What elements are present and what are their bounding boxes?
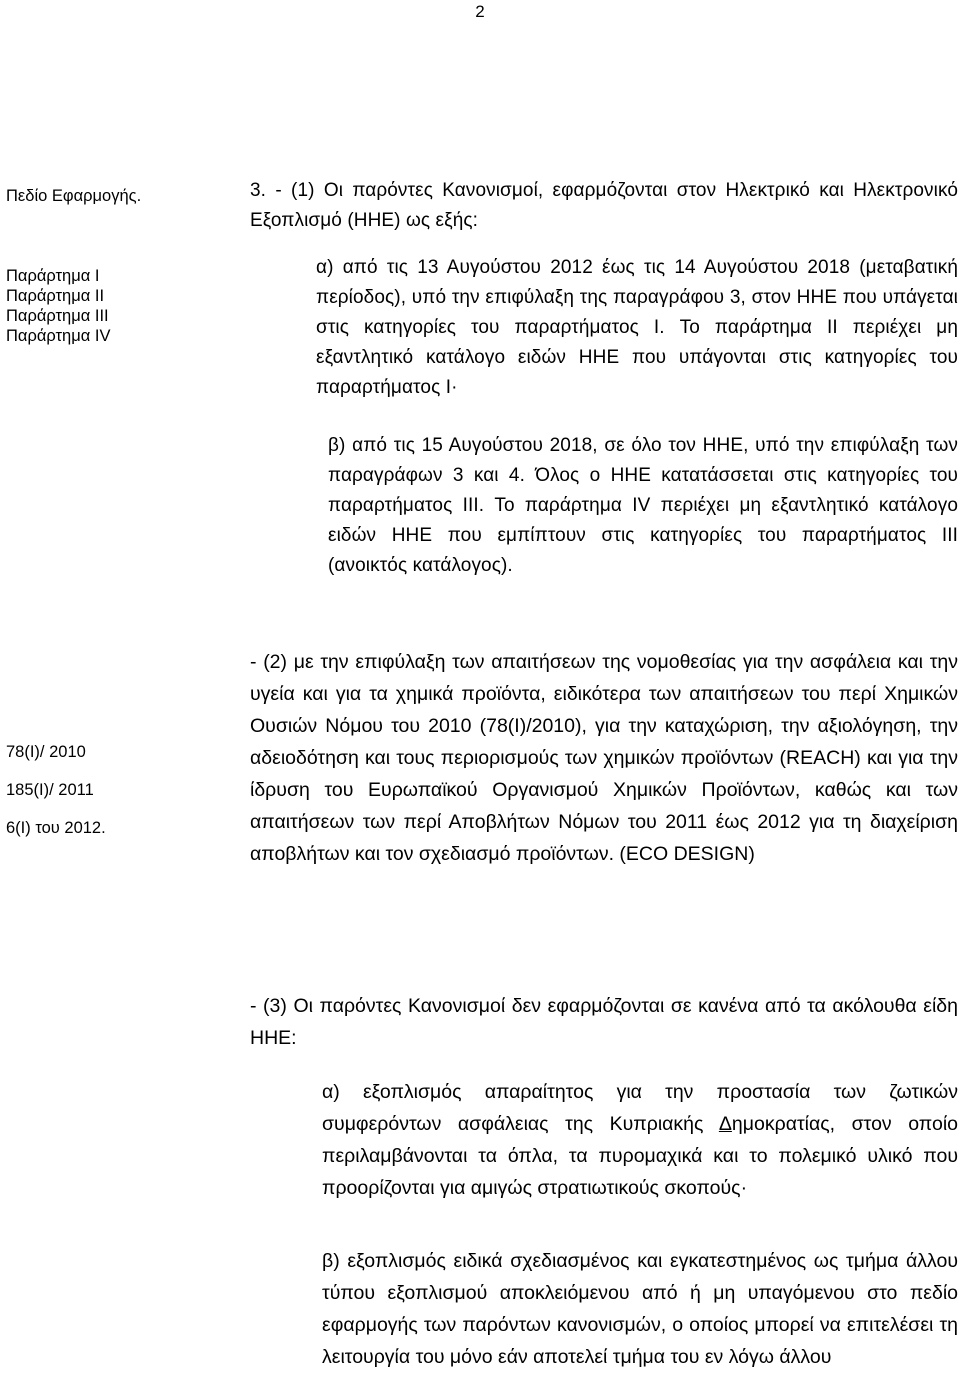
item-a-paragraph: α) από τις 13 Αυγούστου 2012 έως τις 14 Αυγούστου 2018 (μεταβατική περίοδος), υπό την επιφύλαξη της παραγράφου 3, στον ΗΗΕ που υπάγεται στις κατηγορίες του παραρτήματος I. Το παράρτημα II περιέχει μη εξαντλητικό κατάλογο ειδών ΗΗΕ που υπάγονται στις κατηγορίες του παραρτήματος I·: [316, 257, 958, 398]
exclusion-a-paragraph: [322, 1076, 958, 1204]
exclusion-b-paragraph: β) εξοπλισμός ειδικά σχεδιασμένος και εγκατεστημένος ως τμήμα άλλου τύπου εξοπλισμού αποκλειόμενου από ή μη υπαγόμενου στο πεδίο εφαρμογής των παρόντων κανονισμών, ο οποίος μπορεί να επιτελέσει τη λειτουργία του μόνο εάν αποτελεί τμήμα του εν λόγω άλλου: [322, 1250, 958, 1368]
margin-annex-3: Παράρτημα III: [6, 307, 109, 325]
margin-annex-4: Παράρτημα IV: [6, 327, 111, 345]
margin-note-annexes: [6, 266, 110, 346]
section-2-paragraph: - (2) με την επιφύλαξη των απαιτήσεων της νομοθεσίας για την ασφάλεια και την υγεία και για τα χημικά προϊόντα, ειδικότερα των απαιτήσεων του περί Χημικών Ουσιών Νόμου του 2010 (78(I)/2010), για την καταχώριση, την αξιολόγηση, την αδειοδότηση και τους περιορισμούς των χημικών προϊόντων (REACH) και για την ίδρυση του Ευρωπαϊκού Οργανισμού Χημικών Προϊόντων, καθώς και των απαιτήσεων των περί Αποβλήτων Νόμων του 2011 έως 2012 για τη διαχείριση αποβλήτων και τον σχεδιασμό προϊόντων. (ECO DESIGN): [250, 651, 958, 865]
exclusion-a-underlined-letter: Δ: [718, 1113, 732, 1135]
section-3-intro: 3. - (1) Οι παρόντες Κανονισμοί, εφαρμόζονται στον Ηλεκτρικό και Ηλεκτρονικό Εξοπλισμό (ΗΗΕ) ως εξής:: [250, 180, 958, 231]
item-b-paragraph: β) από τις 15 Αυγούστου 2018, σε όλο τον ΗΗΕ, υπό την επιφύλαξη των παραγράφων 3 και 4. Όλος ο ΗΗΕ κατατάσσεται στις κατηγορίες του παραρτήματος III. Το παράρτημα IV περιέχει μη εξαντλητικό κατάλογο ειδών ΗΗΕ που εμπίπτουν στις κατηγορίες του παραρτήματος III (ανοικτός κατάλογος).: [328, 435, 958, 576]
page-number: 2: [475, 2, 485, 21]
margin-annex-2: Παράρτημα II: [6, 287, 105, 305]
margin-annex-1: Παράρτημα I: [6, 267, 100, 285]
exclusion-a-text-start: α) εξοπλισμός απαραίτητος για την προστασία των ζωτικών συμφερόντων ασφάλειας της Κυπριακής: [322, 1081, 958, 1135]
margin-note-scope: Πεδίο Εφαρμογής.: [6, 187, 142, 205]
margin-law-2: 185(I)/ 2011: [6, 781, 94, 799]
exclusion-a-text-end: ημοκρατίας, στον οποίο περιλαμβάνονται τα όπλα, τα πυρομαχικά και το πολεμικό υλικό που προορίζονται για αμιγώς στρατιωτικούς σκοπούς·: [322, 1113, 958, 1199]
margin-law-3: 6(I) του 2012.: [6, 819, 106, 837]
margin-law-1: 78(I)/ 2010: [6, 743, 86, 761]
section-3-exclusions-intro: - (3) Οι παρόντες Κανονισμοί δεν εφαρμόζονται σε κανένα από τα ακόλουθα είδη ΗΗΕ:: [250, 995, 958, 1049]
